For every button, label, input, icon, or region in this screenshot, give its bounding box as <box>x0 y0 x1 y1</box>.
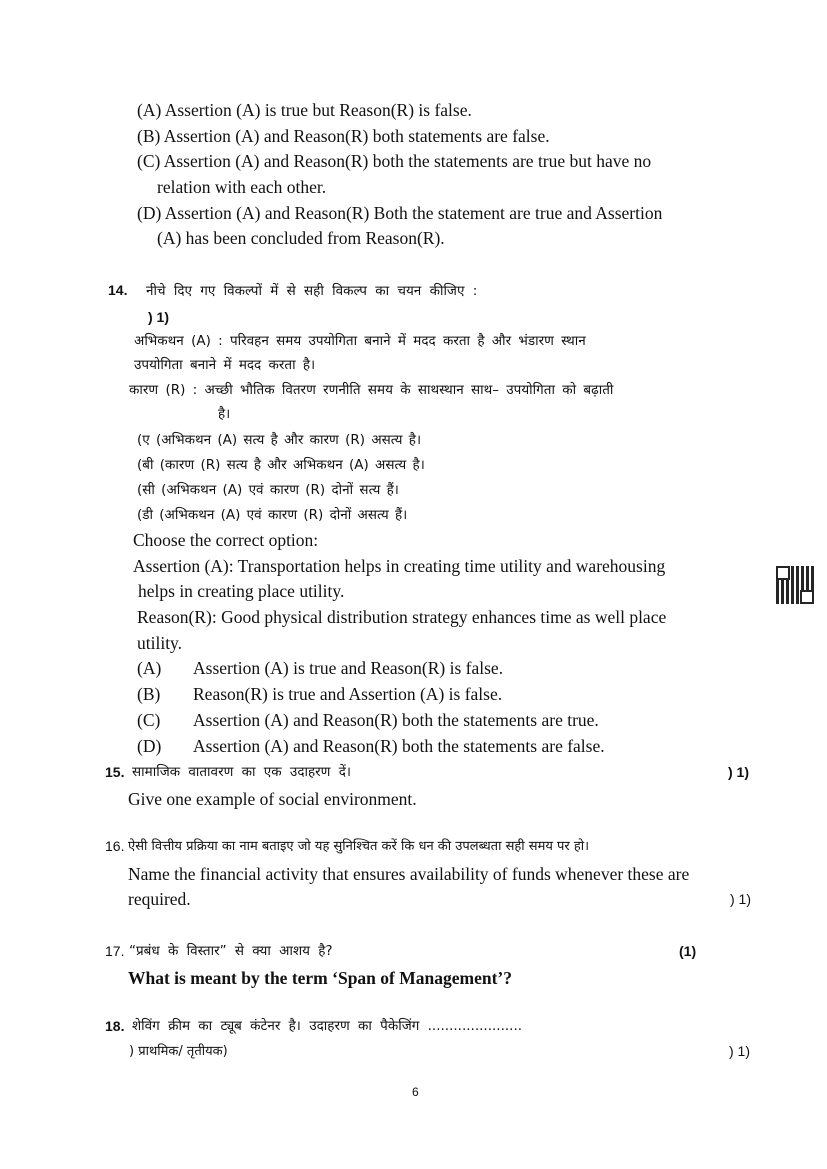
page-number: 6 <box>412 1085 419 1099</box>
q15-english: Give one example of social environment. <box>128 789 417 809</box>
q14-option-d <box>137 736 605 757</box>
option-text: Reason(R) is true and Assertion (A) is false. <box>193 684 503 704</box>
q16-hindi: ऐसी वित्तीय प्रक्रिया का नाम बताइए जो यह सुनिश्चित करें कि धन की उपलब्धता सही समय पर हो। <box>128 839 590 854</box>
q17-marks: (1) <box>679 943 697 959</box>
option-label: (A) <box>137 658 162 678</box>
q13-option-c: (C) Assertion (A) and Reason(R) both the statements are true but have no <box>137 151 652 171</box>
q14-hindi-option-c: (सी (अभिकथन (A) एवं कारण (R) दोनों सत्य हैं। <box>137 482 399 498</box>
q14-hindi-question: नीचे दिए गए विकल्पों में से सही विकल्प का चयन कीजिए : <box>146 283 478 299</box>
q14-marks: ) 1) <box>148 309 169 325</box>
option-text: Assertion (A) and Reason(R) both the statements are false. <box>193 736 605 756</box>
q18-number: 18. <box>105 1018 125 1034</box>
q14-option-c <box>137 710 599 731</box>
option-label: (C) <box>137 710 161 730</box>
q15-marks: ) 1) <box>728 764 749 780</box>
q17-english: What is meant by the term ‘Span of Management’? <box>128 968 512 988</box>
q14-hindi-assertion-1: अभिकथन (A) : परिवहन समय उपयोगिता बनाने में मदद करता है और भंडारण स्थान <box>134 333 586 349</box>
q17-number: 17. <box>105 943 125 959</box>
q14-hindi-reason-2: है। <box>218 406 231 422</box>
q14-assertion-1: Assertion (A): Transportation helps in creating time utility and warehousing <box>133 556 666 576</box>
option-text: Assertion (A) and Reason(R) both the statements are true. <box>193 710 599 730</box>
q18-marks: ) 1) <box>729 1043 750 1059</box>
qr-code-icon <box>776 566 814 604</box>
q14-reason-1: Reason(R): Good physical distribution strategy enhances time as well place <box>137 607 667 627</box>
q14-reason-2: utility. <box>137 633 183 653</box>
q15-hindi: सामाजिक वातावरण का एक उदाहरण दें। <box>132 764 352 780</box>
q14-assertion-2: helps in creating place utility. <box>138 581 345 601</box>
q15-number: 15. <box>105 764 125 780</box>
q14-hindi-reason-1: कारण (R) : अच्छी भौतिक वितरण रणनीति समय के साथस्थान साथ– उपयोगिता को बढ़ाती <box>129 382 614 398</box>
q13-option-c-cont: relation with each other. <box>157 177 327 197</box>
q14-hindi-assertion-2: उपयोगिता बनाने में मदद करता है। <box>134 357 316 373</box>
q14-hindi-option-b: (बी (कारण (R) सत्य है और अभिकथन (A) असत्य है। <box>137 457 425 473</box>
q18-hindi: शेविंग क्रीम का ट्यूब कंटेनर है। उदाहरण का पैकेजिंग ...................... <box>132 1018 523 1034</box>
q18-hindi-options: ) प्राथमिक/ तृतीयक) <box>129 1044 228 1059</box>
option-label: (B) <box>137 684 161 704</box>
q13-option-d: (D) Assertion (A) and Reason(R) Both the statement are true and Assertion <box>137 203 663 223</box>
q16-number: 16. <box>105 838 125 854</box>
q14-option-b <box>137 684 502 705</box>
q14-number: 14. <box>108 282 128 298</box>
q14-option-a <box>137 658 503 679</box>
q14-hindi-option-d: (डी (अभिकथन (A) एवं कारण (R) दोनों असत्य हैं। <box>137 507 408 523</box>
q13-option-d-cont: (A) has been concluded from Reason(R). <box>157 228 445 248</box>
option-text: Assertion (A) is true and Reason(R) is false. <box>193 658 504 678</box>
q14-english-prompt: Choose the correct option: <box>133 530 319 550</box>
q13-option-a: (A) Assertion (A) is true but Reason(R) is false. <box>137 100 472 120</box>
q17-hindi: “प्रबंध के विस्तार” से क्या आशय है? <box>129 943 333 959</box>
q16-english-1: Name the financial activity that ensures availability of funds whenever these are <box>128 864 690 884</box>
q16-english-2: required. <box>128 889 191 909</box>
q14-hindi-option-a: (ए (अभिकथन (A) सत्य है और कारण (R) असत्य है। <box>137 432 422 448</box>
q13-option-b: (B) Assertion (A) and Reason(R) both statements are false. <box>137 126 550 146</box>
q16-marks: ) 1) <box>730 891 751 907</box>
option-label: (D) <box>137 736 162 756</box>
